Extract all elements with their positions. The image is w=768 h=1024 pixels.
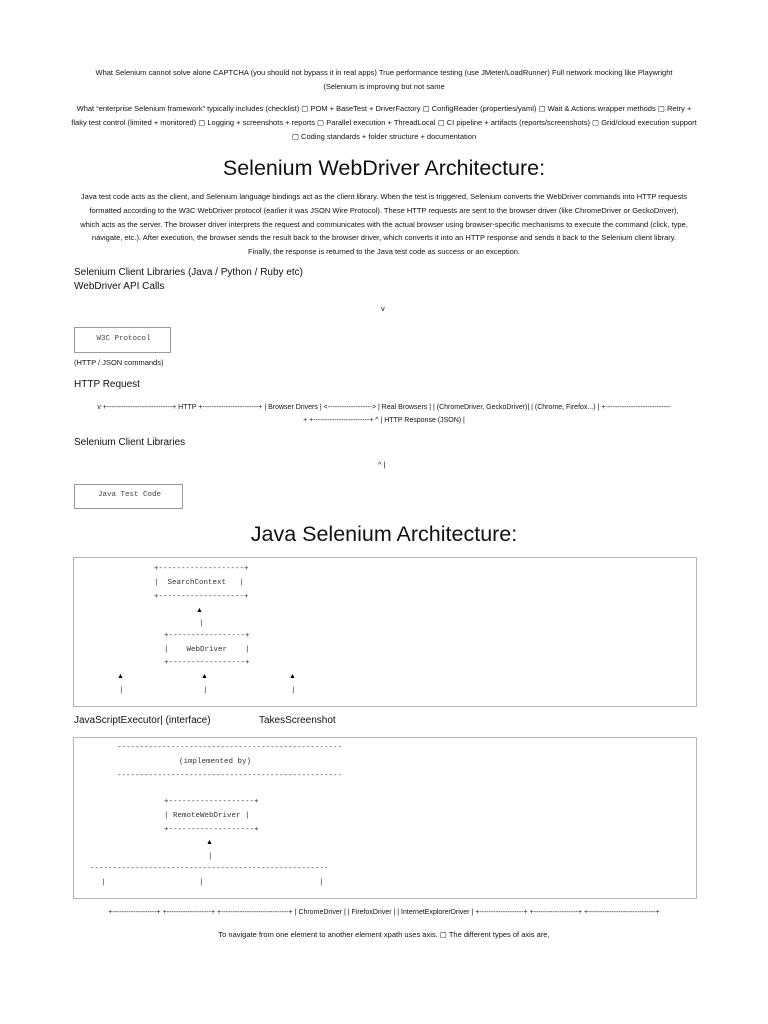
wd-bottom-border: +-----------------+ [164,659,250,667]
down-arrow-v: v [381,304,385,313]
pipe-line: | [208,853,213,861]
pipe-line: | [119,687,124,695]
sc-top-border: +-------------------+ [154,565,249,573]
up-arrow-icon: ▲ [201,673,208,680]
implementation-diagram [73,737,697,899]
intro-framework-checklist: What “enterprise Selenium framework” typically includes (checklist) ▢ POM + BaseTest + DriverFactory ▢ ConfigReader (properties/yaml) ▢ Wait & Actions wrapper methods ▢ Retry + flaky test control (limited + monitored) ▢ Logging + screenshots + reports ▢ Parallel execution + ThreadLocal ▢ CI pipeline + artifacts (reports/screenshots) ▢ Grid/cloud execution support ▢ Coding standards + folder structure + documentation [71,104,697,141]
intro-cannot-solve: What Selenium cannot solve alone CAPTCHA (you should not bypass it in real apps) True performance testing (use JMeter/LoadRunner) Full network mocking like Playwright (Selenium is improving but not same [95,68,673,91]
client-libraries-line: Selenium Client Libraries (Java / Python / Ruby etc) [74,267,303,278]
up-arrow-icon: ▲ [206,839,213,846]
pipe-line: | [291,687,296,695]
java-test-code-box [74,484,183,509]
rwd-label: | RemoteWebDriver | [164,812,250,820]
dash-line: -------------------------------------------------- [117,744,343,752]
http-request-label: HTTP Request [74,379,140,390]
client-libraries-label-2: Selenium Client Libraries [74,437,186,448]
dash-line: -------------------------------------------------- [117,772,343,780]
rwd-bottom-border: +-------------------+ [164,826,259,834]
webdriver-heading: Selenium WebDriver Architecture: [222,156,546,180]
lower-dash-line: ----------------------------------------------------- [90,865,329,873]
xpath-note: To navigate from one element to another element xpath uses axis. ▢ The different types of axis are, [218,930,550,939]
interface-javascriptexecutor: JavaScriptExecutor| (interface) [74,715,211,726]
caret-up: ^ | [378,460,386,469]
sc-bottom-border: +-------------------+ [154,593,249,601]
http-json-commands: (HTTP / JSON commands) [74,358,164,367]
up-arrow-icon: ▲ [117,673,124,680]
flow-line-1: v +----------------------------+ HTTP +------------------------+ | Browser Drivers | <-------------------> | Real Browsers | | (ChromeDriver, GeckoDriver)| | (Chrome, Firefox...) | +---------------------------- [97,404,671,411]
up-arrow-icon: ▲ [289,673,296,680]
pipe-line: | [101,879,106,887]
wd-top-border: +-----------------+ [164,632,250,640]
pipe-line: | [199,879,204,887]
sc-label: | SearchContext | [154,579,245,587]
flow-line-2: + +------------------------+ ^ | HTTP Response (JSON) | [303,417,465,424]
interface-hierarchy-diagram [73,557,697,707]
rwd-top-border: +-------------------+ [164,798,259,806]
java-heading: Java Selenium Architecture: [250,522,518,546]
interface-takesscreenshot: TakesScreenshot [259,715,336,726]
pipe-line: | [199,620,204,628]
drivers-line: +-------------------+ +-------------------+ +-----------------------------+ | ChromeDriver | | FirefoxDriver | | InternetExplorerDriver | +-------------------+ +-------------------+ +-----------------------------+ [108,909,660,916]
java-test-code-label: Java Test Code [97,491,161,499]
w3c-protocol-label: W3C Protocol [96,335,151,343]
api-calls-label: WebDriver API Calls [74,281,165,292]
w3c-protocol-box [74,327,171,353]
webdriver-description: Java test code acts as the client, and Selenium language bindings act as the client library. When the test is triggered, Selenium converts the WebDriver commands into HTTP requests formatted according to the W3C WebDriver protocol (earlier it was JSON Wire Protocol). These HTTP requests are sent to the browser driver (like ChromeDriver or GeckoDriver), which acts as the server. The browser driver interprets the request and communicates with the actual browser using browser-specific mechanisms to execute the command (click, type, navigate, etc.). After execution, the browser sends the result back to the browser driver, which converts it into an HTTP response and sends it back to the Selenium client library. Finally, the response is returned to the Java test code as success or an exception. [80,192,688,257]
pipe-line: | [319,879,324,887]
pipe-line: | [203,687,208,695]
up-arrow-icon: ▲ [196,607,203,614]
wd-label: | WebDriver | [164,646,250,654]
implemented-by-label: (implemented by) [179,758,252,766]
